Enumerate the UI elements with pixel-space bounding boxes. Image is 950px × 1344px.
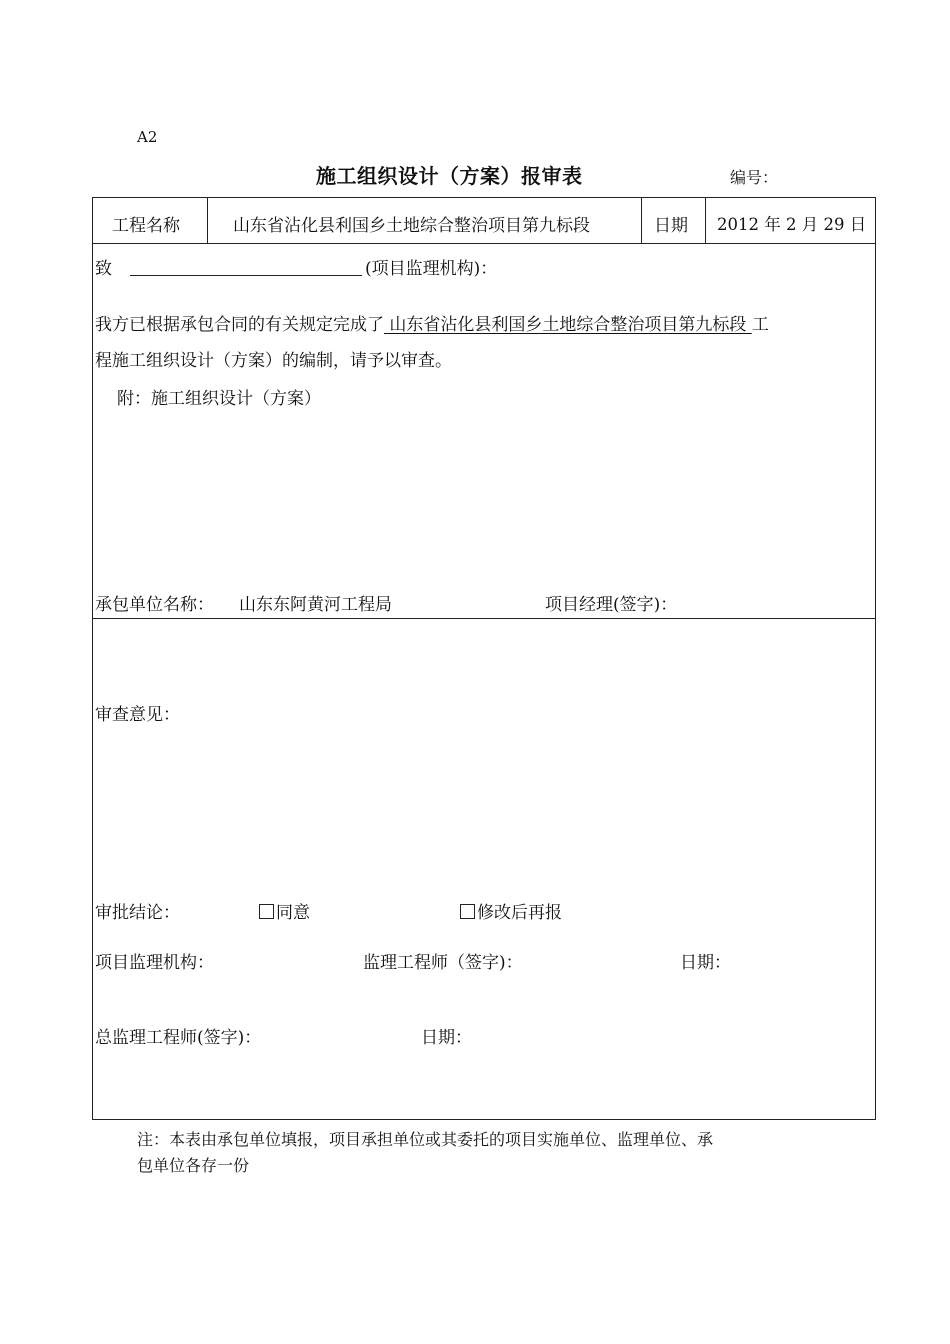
agree-option[interactable] (259, 898, 310, 923)
agree-option-label: 同意 (276, 903, 310, 923)
statement-prefix: 我方已根据承包合同的有关规定完成了 (95, 315, 384, 335)
chief-engineer-label: 总监理工程师(签字)： (95, 1028, 262, 1048)
recipient-suffix: (项目监理机构)： (365, 259, 498, 279)
footer-note-line-1: 注：本表由承包单位填报，项目承担单位或其委托的项目实施单位、监理单位、承 (137, 1130, 714, 1149)
form-title: 施工组织设计（方案）报审表 (316, 164, 583, 188)
revise-option[interactable] (460, 898, 562, 923)
date-value: 2012 年 2 月 29 日 (717, 215, 867, 234)
statement-line-1 (95, 310, 769, 335)
statement-line-2: 程施工组织设计（方案）的编制，请予以审查。 (95, 351, 452, 371)
recipient-line (95, 254, 497, 279)
divider (207, 198, 208, 244)
supervision-engineer-label: 监理工程师（签字)： (363, 953, 523, 973)
divider (641, 198, 642, 244)
date-label: 日期 (654, 216, 688, 236)
divider (705, 198, 706, 244)
statement-project: 山东省沾化县利国乡土地综合整治项目第九标段 (384, 315, 752, 335)
manager-signature-label: 项目经理(签字)： (545, 595, 678, 615)
form-table (92, 197, 876, 1120)
divider (93, 618, 875, 619)
recipient-prefix: 致 (95, 259, 112, 279)
conclusion-label: 审批结论： (95, 903, 180, 923)
review-opinion-label: 审查意见： (95, 705, 180, 725)
agree-checkbox[interactable] (259, 904, 274, 919)
attachment-note: 附：施工组织设计（方案） (117, 389, 321, 409)
divider (93, 243, 875, 244)
supervision-agency-label: 项目监理机构： (95, 953, 214, 973)
contractor-label: 承包单位名称： (95, 595, 214, 615)
project-name-value: 山东省沾化县利国乡土地综合整治项目第九标段 (233, 216, 590, 236)
serial-number-label: 编号： (730, 168, 779, 187)
project-name-label: 工程名称 (112, 216, 180, 236)
footer-note-line-2: 包单位各存一份 (137, 1156, 250, 1175)
revise-checkbox[interactable] (460, 904, 475, 919)
chief-date-label: 日期： (421, 1028, 472, 1048)
statement-suffix: 工 (751, 315, 769, 335)
contractor-name: 山东东阿黄河工程局 (239, 595, 392, 615)
form-code: A2 (137, 128, 158, 146)
revise-option-label: 修改后再报 (477, 903, 562, 923)
recipient-blank (130, 259, 362, 276)
review-date-label: 日期： (680, 953, 731, 973)
